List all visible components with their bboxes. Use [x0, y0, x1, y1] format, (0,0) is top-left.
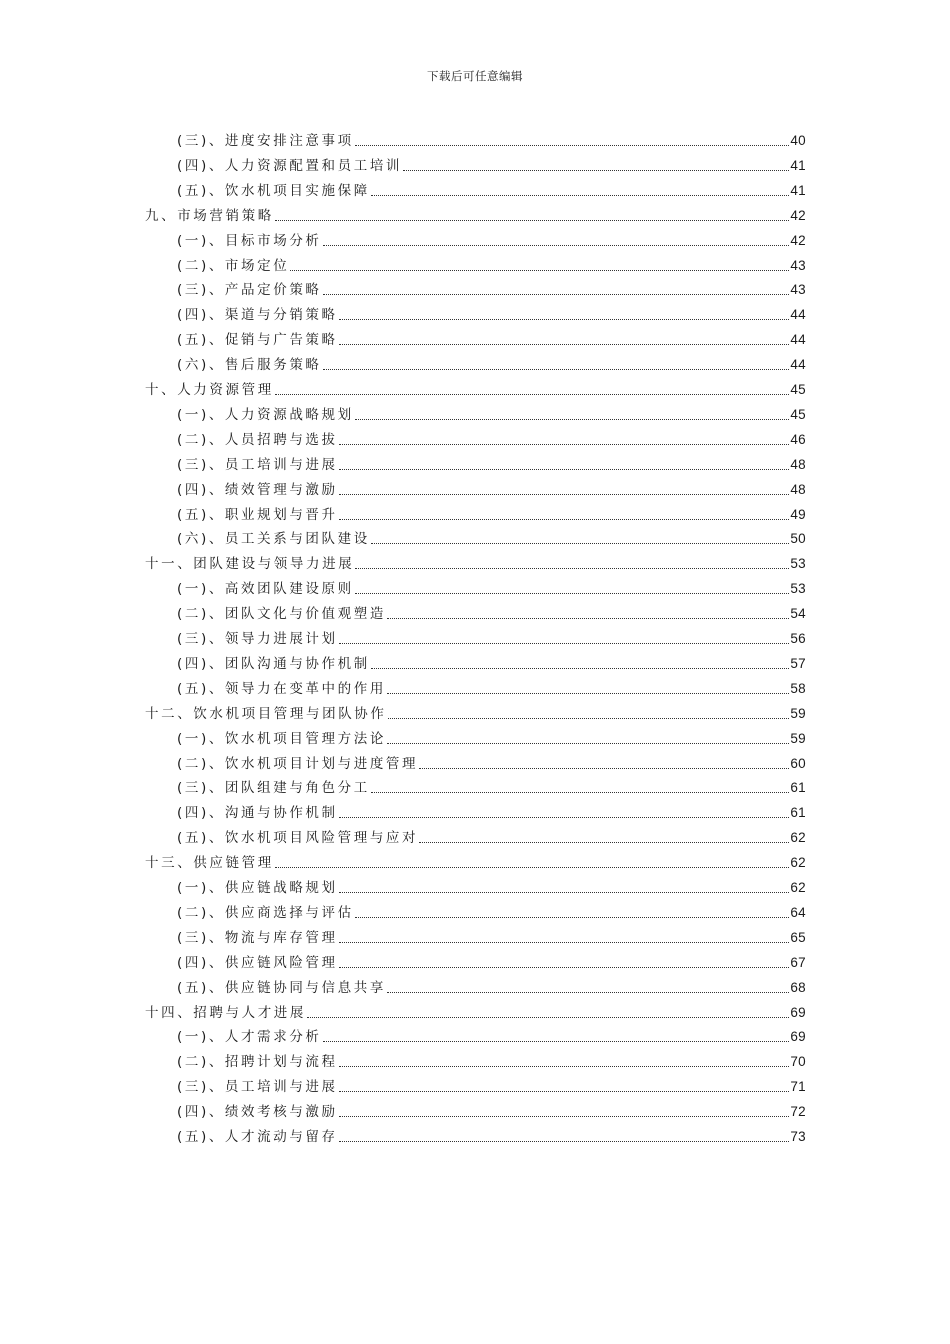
- toc-section-entry[interactable]: [177, 250, 806, 275]
- toc-entry-title: (二)、饮水机项目计划与进度管理: [177, 755, 419, 772]
- toc-dot-leader: [387, 693, 789, 694]
- toc-entry-title: (一)、目标市场分析: [177, 232, 322, 249]
- toc-chapter-entry[interactable]: [145, 847, 806, 872]
- toc-section-entry[interactable]: [177, 947, 806, 972]
- toc-entry-title: (三)、产品定价策略: [177, 282, 322, 299]
- toc-entry-title: (三)、进度安排注意事项: [177, 133, 354, 149]
- toc-entry-page-number: 44: [790, 332, 806, 348]
- toc-entry-page-number: 41: [790, 182, 806, 198]
- toc-entry-page-number: 67: [790, 954, 806, 970]
- toc-dot-leader: [339, 817, 790, 818]
- toc-entry-title: (三)、员工培训与进展: [177, 456, 338, 473]
- toc-entry-page-number: 69: [790, 1004, 806, 1020]
- toc-dot-leader: [339, 1141, 790, 1142]
- toc-section-entry[interactable]: [177, 225, 806, 250]
- toc-entry-page-number: 45: [790, 406, 806, 422]
- toc-dot-leader: [275, 220, 790, 221]
- toc-dot-leader: [419, 842, 789, 843]
- toc-entry-page-number: 50: [790, 531, 806, 547]
- toc-section-entry[interactable]: [177, 125, 806, 150]
- toc-entry-title: (一)、供应链战略规划: [177, 880, 338, 896]
- toc-entry-page-number: 41: [790, 157, 806, 173]
- toc-dot-leader: [419, 768, 789, 769]
- toc-entry-page-number: 44: [790, 307, 806, 323]
- toc-entry-page-number: 58: [790, 680, 806, 696]
- toc-dot-leader: [339, 1091, 790, 1092]
- toc-entry-page-number: 70: [790, 1054, 806, 1070]
- toc-entry-page-number: 42: [790, 207, 806, 223]
- toc-dot-leader: [339, 1116, 790, 1117]
- toc-entry-title: 十四、招聘与人才进展: [145, 1004, 306, 1021]
- toc-entry-title: (二)、市场定位: [177, 257, 290, 274]
- toc-entry-page-number: 43: [790, 282, 806, 298]
- toc-section-entry[interactable]: [177, 573, 806, 598]
- toc-dot-leader: [339, 469, 790, 470]
- toc-entry-page-number: 44: [790, 357, 806, 373]
- toc-entry-page-number: 64: [790, 904, 806, 920]
- toc-entry-title: 十三、供应链管理: [145, 855, 274, 872]
- toc-dot-leader: [339, 892, 790, 893]
- toc-entry-title: (四)、团队沟通与协作机制: [177, 655, 370, 672]
- toc-section-entry[interactable]: [177, 648, 806, 673]
- toc-entry-page-number: 59: [790, 730, 806, 746]
- toc-dot-leader: [371, 792, 790, 793]
- toc-entry-title: (四)、供应链风险管理: [177, 954, 338, 971]
- toc-dot-leader: [323, 245, 790, 246]
- toc-entry-title: (一)、高效团队建设原则: [177, 581, 354, 598]
- toc-entry-page-number: 45: [790, 382, 806, 397]
- toc-dot-leader: [355, 568, 789, 569]
- toc-entry-title: (四)、绩效考核与激励: [177, 1104, 338, 1121]
- toc-entry-title: (五)、促销与广告策略: [177, 332, 338, 349]
- toc-entry-page-number: 56: [790, 631, 806, 646]
- toc-entry-page-number: 69: [790, 1029, 806, 1045]
- toc-entry-title: (四)、沟通与协作机制: [177, 805, 338, 822]
- toc-entry-page-number: 65: [790, 929, 806, 945]
- toc-section-entry[interactable]: [177, 822, 806, 847]
- toc-entry-page-number: 68: [790, 979, 806, 995]
- toc-entry-page-number: 48: [790, 481, 806, 497]
- toc-dot-leader: [387, 992, 789, 993]
- toc-dot-leader: [355, 917, 790, 918]
- toc-entry-title: (五)、人才流动与留存: [177, 1129, 338, 1145]
- toc-entry-page-number: 43: [790, 257, 806, 273]
- toc-section-entry[interactable]: [177, 748, 806, 773]
- toc-dot-leader: [323, 294, 790, 295]
- toc-chapter-entry[interactable]: [145, 548, 806, 573]
- toc-section-entry[interactable]: [177, 523, 806, 548]
- toc-chapter-entry[interactable]: [145, 997, 806, 1022]
- toc-dot-leader: [339, 1066, 790, 1067]
- toc-entry-page-number: 61: [790, 780, 806, 796]
- toc-section-entry[interactable]: [177, 897, 806, 922]
- toc-entry-page-number: 62: [790, 855, 806, 871]
- toc-section-entry[interactable]: [177, 1021, 806, 1046]
- toc-section-entry[interactable]: [177, 449, 806, 474]
- toc-entry-page-number: 57: [790, 655, 806, 671]
- toc-entry-title: 十一、团队建设与领导力进展: [145, 556, 355, 573]
- toc-section-entry[interactable]: [177, 150, 806, 175]
- toc-section-entry[interactable]: [177, 1071, 806, 1096]
- toc-entry-page-number: 72: [790, 1104, 806, 1120]
- toc-section-entry[interactable]: [177, 175, 806, 200]
- toc-entry-page-number: 40: [790, 133, 806, 148]
- toc-entry-title: (二)、招聘计划与流程: [177, 1054, 338, 1071]
- toc-dot-leader: [403, 170, 789, 171]
- toc-entry-page-number: 59: [790, 705, 806, 721]
- toc-entry-page-number: 42: [790, 232, 806, 248]
- toc-dot-leader: [387, 618, 789, 619]
- toc-section-entry[interactable]: [177, 623, 806, 648]
- toc-entry-title: 十、人力资源管理: [145, 382, 274, 398]
- toc-chapter-entry[interactable]: [145, 200, 806, 225]
- toc-entry-title: (五)、职业规划与晋升: [177, 506, 338, 523]
- toc-entry-page-number: 71: [790, 1079, 806, 1095]
- toc-entry-title: (六)、员工关系与团队建设: [177, 531, 370, 548]
- toc-entry-title: (三)、领导力进展计划: [177, 631, 338, 647]
- toc-entry-page-number: 62: [790, 830, 806, 846]
- toc-entry-page-number: 46: [790, 431, 806, 447]
- toc-section-entry[interactable]: [177, 499, 806, 524]
- toc-dot-leader: [339, 494, 790, 495]
- toc-entry-title: (一)、人力资源战略规划: [177, 406, 354, 423]
- toc-section-entry[interactable]: [177, 299, 806, 324]
- toc-entry-title: (二)、供应商选择与评估: [177, 904, 354, 921]
- toc-section-entry[interactable]: [177, 598, 806, 623]
- toc-entry-title: (四)、绩效管理与激励: [177, 481, 338, 498]
- toc-dot-leader: [355, 593, 790, 594]
- page-header: 下载后可任意编辑: [427, 69, 523, 83]
- toc-dot-leader: [371, 543, 790, 544]
- toc-entry-title: (二)、人员招聘与选拔: [177, 431, 338, 448]
- toc-entry-title: (四)、人力资源配置和员工培训: [177, 157, 403, 174]
- toc-entry-page-number: 54: [790, 606, 806, 622]
- toc-section-entry[interactable]: [177, 1096, 806, 1121]
- toc-section-entry[interactable]: [177, 673, 806, 698]
- toc-section-entry[interactable]: [177, 723, 806, 748]
- toc-dot-leader: [339, 319, 790, 320]
- toc-section-entry[interactable]: [177, 349, 806, 374]
- toc-entry-title: (一)、人才需求分析: [177, 1029, 322, 1046]
- toc-entry-title: (二)、团队文化与价值观塑造: [177, 606, 386, 623]
- toc-entry-title: (六)、售后服务策略: [177, 357, 322, 374]
- toc-entry-title: (三)、员工培训与进展: [177, 1079, 338, 1096]
- toc-entry-page-number: 53: [790, 556, 806, 572]
- toc-section-entry[interactable]: [177, 772, 806, 797]
- toc-section-entry[interactable]: [177, 1121, 806, 1146]
- toc-section-entry[interactable]: [177, 922, 806, 947]
- toc-dot-leader: [339, 344, 790, 345]
- toc-dot-leader: [355, 419, 790, 420]
- toc-entry-title: (三)、物流与库存管理: [177, 929, 338, 946]
- toc-entry-page-number: 62: [790, 880, 806, 895]
- toc-dot-leader: [275, 867, 790, 868]
- toc-entry-title: 九、市场营销策略: [145, 207, 274, 224]
- toc-dot-leader: [275, 394, 790, 395]
- toc-dot-leader: [323, 1041, 790, 1042]
- toc-dot-leader: [371, 668, 790, 669]
- toc-entry-title: (三)、团队组建与角色分工: [177, 780, 370, 797]
- toc-dot-leader: [355, 145, 790, 146]
- toc-dot-leader: [290, 270, 789, 271]
- toc-dot-leader: [339, 444, 790, 445]
- toc-section-entry[interactable]: [177, 324, 806, 349]
- toc-entry-title: 十二、饮水机项目管理与团队协作: [145, 705, 387, 722]
- toc-section-entry[interactable]: [177, 399, 806, 424]
- toc-dot-leader: [371, 195, 790, 196]
- toc-entry-title: (四)、渠道与分销策略: [177, 307, 338, 324]
- toc-entry-title: (一)、饮水机项目管理方法论: [177, 730, 386, 747]
- toc-entry-title: (五)、领导力在变革中的作用: [177, 680, 386, 697]
- toc-section-entry[interactable]: [177, 1046, 806, 1071]
- toc-section-entry[interactable]: [177, 424, 806, 449]
- toc-section-entry[interactable]: [177, 972, 806, 997]
- toc-section-entry[interactable]: [177, 872, 806, 897]
- toc-section-entry[interactable]: [177, 474, 806, 499]
- toc-dot-leader: [323, 369, 790, 370]
- toc-entry-page-number: 60: [790, 755, 806, 771]
- toc-entry-title: (五)、饮水机项目实施保障: [177, 182, 370, 199]
- toc-dot-leader: [339, 643, 790, 644]
- toc-entry-page-number: 48: [790, 456, 806, 472]
- toc-entry-page-number: 53: [790, 581, 806, 597]
- toc-entry-title: (五)、饮水机项目风险管理与应对: [177, 830, 419, 847]
- toc-chapter-entry[interactable]: [145, 698, 806, 723]
- toc-dot-leader: [339, 967, 790, 968]
- toc-dot-leader: [339, 942, 790, 943]
- toc-entry-title: (五)、供应链协同与信息共享: [177, 979, 386, 996]
- toc-dot-leader: [387, 743, 789, 744]
- toc-dot-leader: [388, 718, 790, 719]
- toc-dot-leader: [339, 519, 790, 520]
- toc-entry-page-number: 61: [790, 805, 806, 821]
- toc-chapter-entry[interactable]: [145, 374, 806, 399]
- toc-section-entry[interactable]: [177, 797, 806, 822]
- toc-entry-page-number: 49: [790, 506, 806, 522]
- toc-dot-leader: [307, 1017, 789, 1018]
- toc-section-entry[interactable]: [177, 274, 806, 299]
- toc-entry-page-number: 73: [790, 1129, 806, 1144]
